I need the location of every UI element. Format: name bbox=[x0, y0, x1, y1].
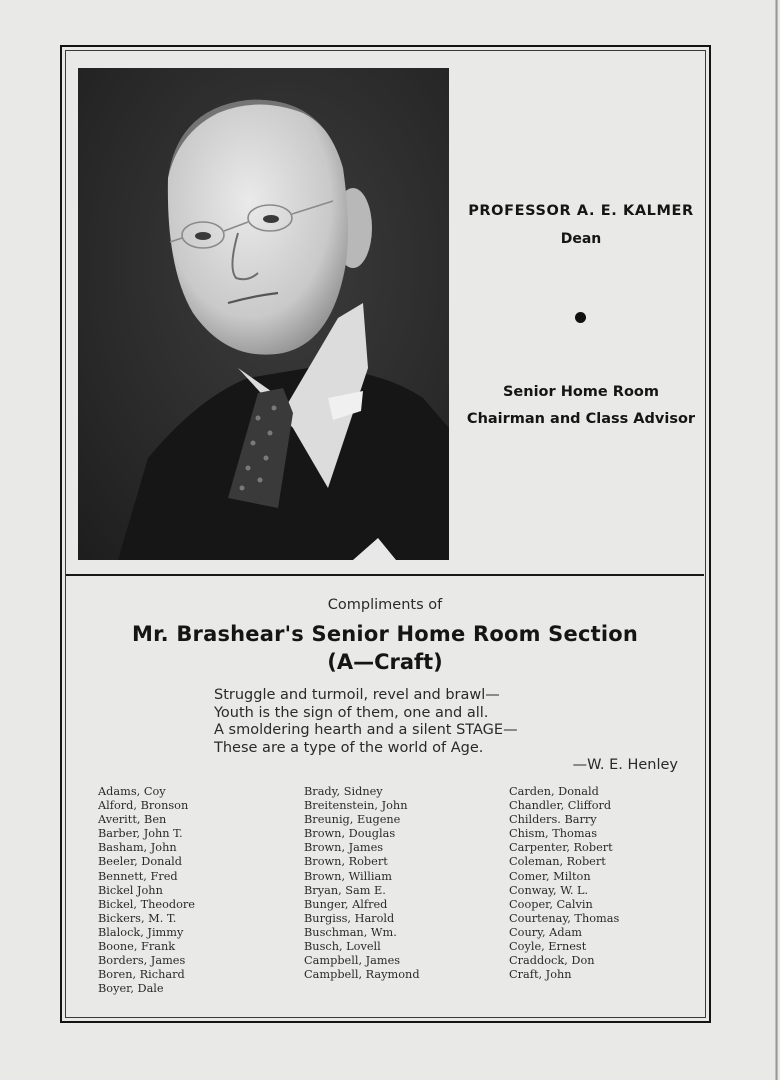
compliments-label: Compliments of bbox=[327, 597, 443, 613]
poem-line: Struggle and turmoil, revel and brawl— bbox=[214, 687, 500, 703]
student-name: Adams, Coy bbox=[98, 785, 166, 798]
student-name: Brown, William bbox=[304, 869, 392, 883]
bullet-dot-icon bbox=[575, 312, 586, 323]
dean-name: PROFESSOR A. E. KALMER bbox=[468, 203, 694, 219]
student-name: Brown, Robert bbox=[304, 855, 388, 869]
student-name: Breitenstein, John bbox=[304, 799, 408, 813]
student-name: Carden, Donald bbox=[509, 785, 599, 798]
section-subtitle: (A—Craft) bbox=[327, 650, 443, 674]
names-column-3 bbox=[509, 785, 709, 982]
student-name: Cooper, Calvin bbox=[509, 897, 593, 911]
role-line-2: Chairman and Class Advisor bbox=[466, 411, 696, 427]
student-name: Brown, Douglas bbox=[304, 827, 396, 841]
student-name: Burgiss, Harold bbox=[304, 911, 395, 925]
student-name: Chism, Thomas bbox=[509, 827, 598, 841]
student-name: Courtenay, Thomas bbox=[509, 911, 620, 925]
student-name: Childers. Barry bbox=[509, 813, 597, 827]
student-name: Averitt, Ben bbox=[98, 813, 167, 827]
names-column-2 bbox=[304, 785, 504, 982]
student-name: Bickel John bbox=[98, 883, 163, 897]
poem-line: These are a type of the world of Age. bbox=[214, 739, 484, 756]
student-name: Bennett, Fred bbox=[98, 869, 178, 883]
section-divider bbox=[66, 574, 704, 576]
student-name: Craddock, Don bbox=[509, 954, 595, 968]
student-name: Busch, Lovell bbox=[304, 940, 381, 954]
names-column-1 bbox=[98, 785, 298, 996]
student-name: Bickers, M. T. bbox=[98, 911, 177, 925]
portrait-photo bbox=[78, 68, 449, 560]
student-name: Brown, James bbox=[304, 841, 384, 855]
student-name: Coleman, Robert bbox=[509, 855, 606, 869]
student-name: Breunig, Eugene bbox=[304, 813, 401, 827]
role-line-1: Senior Home Room bbox=[502, 384, 660, 400]
poem bbox=[214, 687, 634, 757]
student-name: Conway, W. L. bbox=[509, 883, 589, 897]
student-name: Brady, Sidney bbox=[304, 785, 383, 798]
student-name: Coyle, Ernest bbox=[509, 940, 587, 954]
poem-attribution: —W. E. Henley bbox=[572, 757, 678, 773]
student-name: Buschman, Wm. bbox=[304, 925, 397, 939]
student-name: Boyer, Dale bbox=[98, 982, 164, 996]
student-name: Carpenter, Robert bbox=[509, 841, 613, 855]
student-name: Blalock, Jimmy bbox=[98, 925, 184, 939]
student-name: Boren, Richard bbox=[98, 968, 185, 982]
portrait-illustration bbox=[78, 68, 449, 560]
section-title: Mr. Brashear's Senior Home Room Section bbox=[131, 622, 639, 646]
dean-title: Dean bbox=[560, 231, 602, 247]
student-name: Bunger, Alfred bbox=[304, 897, 388, 911]
poem-line: Youth is the sign of them, one and all. bbox=[214, 704, 489, 721]
poem-line: A smoldering hearth and a silent STAGE— bbox=[214, 722, 518, 738]
student-name: Basham, John bbox=[98, 841, 177, 855]
student-name: Barber, John T. bbox=[98, 827, 183, 841]
student-name: Boone, Frank bbox=[98, 940, 176, 954]
student-name: Craft, John bbox=[509, 968, 572, 982]
student-name: Comer, Milton bbox=[509, 869, 591, 883]
student-name: Campbell, Raymond bbox=[304, 968, 420, 982]
student-name: Chandler, Clifford bbox=[509, 799, 612, 813]
page-edge-shadow bbox=[775, 0, 778, 1080]
student-name: Alford, Bronson bbox=[98, 799, 189, 813]
student-name: Bickel, Theodore bbox=[98, 897, 195, 911]
student-name: Coury, Adam bbox=[509, 925, 583, 939]
student-name: Beeler, Donald bbox=[98, 855, 183, 869]
student-name: Campbell, James bbox=[304, 954, 401, 968]
student-name: Borders, James bbox=[98, 954, 186, 968]
student-name: Bryan, Sam E. bbox=[304, 883, 386, 897]
